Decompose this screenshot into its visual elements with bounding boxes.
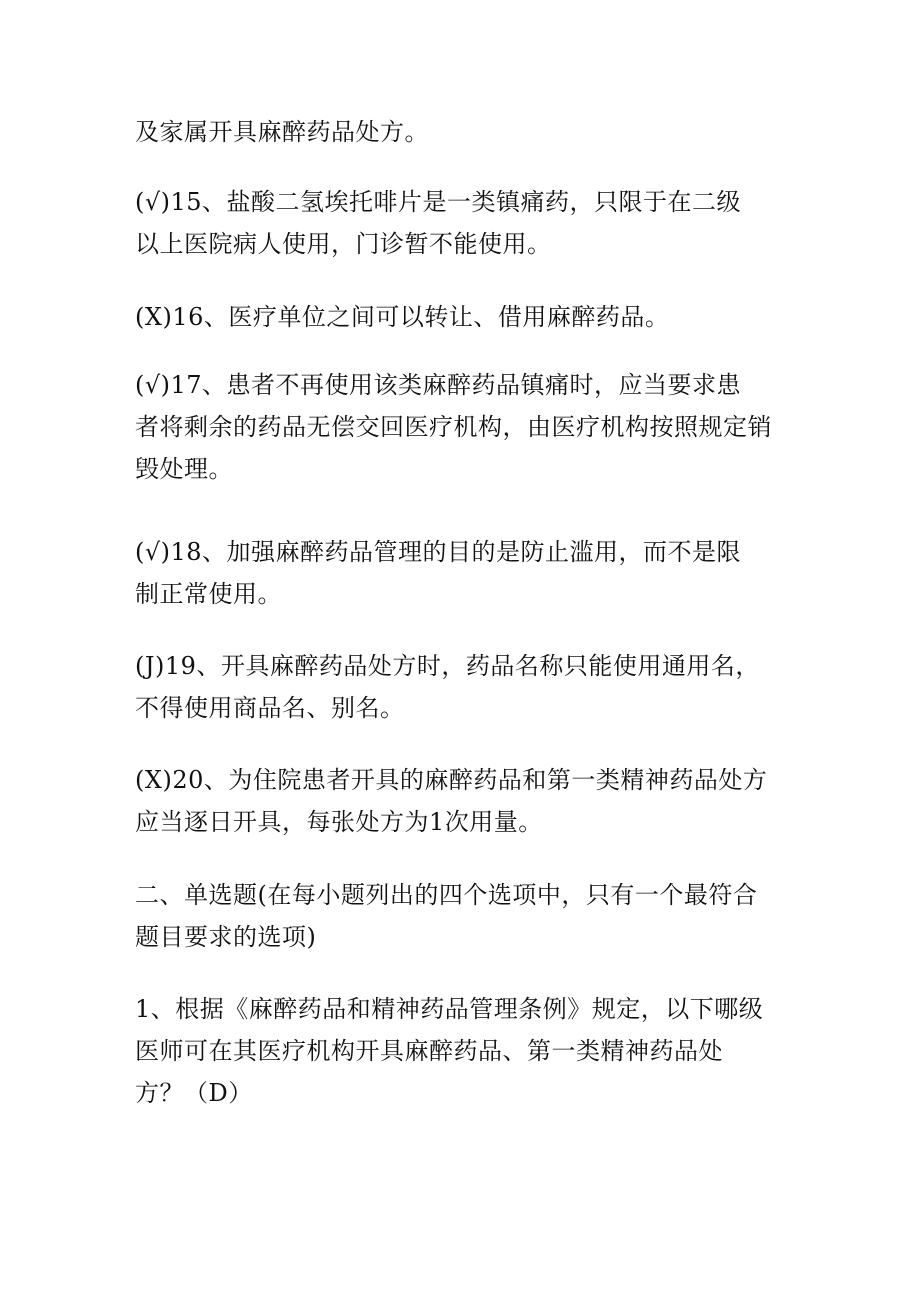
paragraph-item-18 [135, 531, 775, 615]
question-1 [135, 988, 775, 1114]
text-line: 制正常使用。 [135, 580, 282, 608]
text-line: 方？（D） [135, 1079, 253, 1107]
text-line: 不得使用商品名、别名。 [135, 694, 405, 722]
paragraph-item-15 [135, 181, 775, 265]
text-line: 者将剩余的药品无偿交回医疗机构，由医疗机构按照规定销 [135, 413, 772, 441]
text-line: 毁处理。 [135, 455, 233, 483]
text-line: (J)19、开具麻醉药品处方时，药品名称只能使用通用名， [135, 652, 760, 680]
text-line: 二、单选题(在每小题列出的四个选项中，只有一个最符合 [135, 881, 758, 909]
text-line: 题目要求的选项) [135, 923, 317, 951]
paragraph-item-17 [135, 364, 775, 490]
paragraph-14-tail [135, 111, 775, 153]
text-line: (X)16、医疗单位之间可以转让、借用麻醉药品。 [135, 303, 670, 331]
paragraph-item-16 [135, 296, 775, 338]
text-line: 医师可在其医疗机构开具麻醉药品、第一类精神药品处 [135, 1037, 723, 1065]
text-line: (X)20、为住院患者开具的麻醉药品和第一类精神药品处方 [135, 766, 768, 794]
text-line: (√)18、加强麻醉药品管理的目的是防止滥用，而不是限 [135, 538, 742, 566]
text-line: 应当逐日开具，每张处方为1次用量。 [135, 808, 543, 836]
text-line: 1、根据《麻醉药品和精神药品管理条例》规定，以下哪级 [135, 995, 764, 1023]
text-line: 及家属开具麻醉药品处方。 [135, 118, 429, 146]
text-line: 以上医院病人使用，门诊暂不能使用。 [135, 230, 552, 258]
section-heading-single-choice [135, 874, 775, 958]
paragraph-item-20 [135, 759, 775, 843]
paragraph-item-19 [135, 645, 775, 729]
text-line: (√)15、盐酸二氢埃托啡片是一类镇痛药，只限于在二级 [135, 188, 742, 216]
text-line: (√)17、患者不再使用该类麻醉药品镇痛时，应当要求患 [135, 371, 742, 399]
